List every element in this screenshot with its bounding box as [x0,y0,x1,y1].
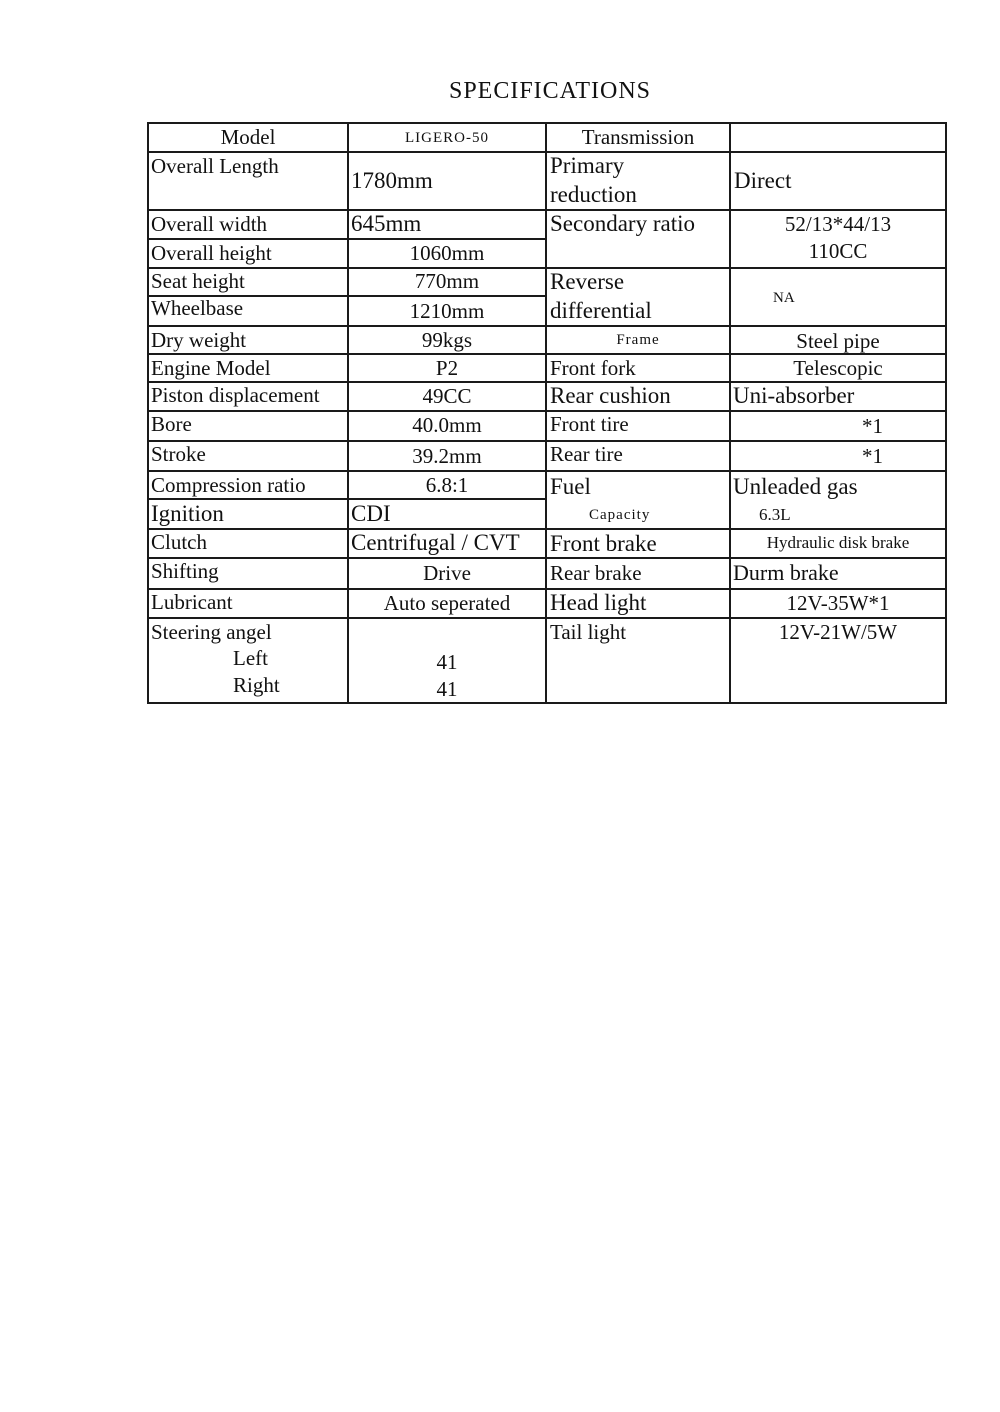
value-engine-model: P2 [435,356,459,380]
label-primary-reduction-2: reduction [550,182,637,207]
value-model: LIGERO-50 [405,130,489,146]
label-wheelbase: Wheelbase [151,296,244,320]
label-overall-length: Overall Length [151,154,279,178]
row-divider [147,470,947,472]
value-rear-brake: Durm brake [733,560,839,585]
table-border-bottom [147,702,947,704]
value-secondary-ratio-1: 52/13*44/13 [784,212,892,236]
value-front-brake: Hydraulic disk brake [766,533,910,552]
label-transmission: Transmission [581,125,695,149]
value-wheelbase: 1210mm [409,299,485,323]
row-divider [147,588,947,590]
value-rear-tire: *1 [862,444,883,468]
row-divider [147,122,947,124]
label-head-light: Head light [550,590,647,615]
label-model: Model [220,125,276,149]
label-front-tire: Front tire [550,412,629,436]
value-fuel-capacity: 6.3L [759,505,791,524]
value-compression-ratio: 6.8:1 [425,473,469,497]
value-steering-left: 41 [436,650,458,674]
value-overall-length: 1780mm [351,168,433,193]
label-rear-tire: Rear tire [550,442,623,466]
row-divider [147,238,547,240]
value-clutch: Centrifugal / CVT [351,530,520,555]
row-divider [147,325,947,327]
specifications-table [147,122,947,704]
value-stroke: 39.2mm [412,444,482,468]
value-head-light: 12V-35W*1 [786,591,890,615]
value-frame: Steel pipe [796,329,880,353]
label-steering-angel: Steering angel [151,620,272,644]
label-reverse-differential-2: differential [550,298,652,323]
label-rear-cushion: Rear cushion [550,383,671,408]
label-clutch: Clutch [151,530,207,554]
row-divider [147,267,947,269]
label-stroke: Stroke [151,442,206,466]
label-rear-brake: Rear brake [550,561,642,585]
label-engine-model: Engine Model [151,356,271,380]
row-divider [147,498,547,500]
row-divider [147,410,947,412]
label-primary-reduction-1: Primary [550,153,625,178]
label-seat-height: Seat height [151,269,245,293]
row-divider [147,528,947,530]
label-bore: Bore [151,412,192,436]
label-overall-width: Overall width [151,212,268,236]
label-front-brake: Front brake [550,531,657,556]
value-steering-right: 41 [436,677,458,701]
row-divider [147,440,947,442]
value-overall-width: 645mm [351,211,422,236]
value-shifting: Drive [423,561,471,585]
value-ignition: CDI [351,501,391,526]
label-dry-weight: Dry weight [151,328,247,352]
label-piston-displacement: Piston displacement [151,383,320,407]
value-seat-height: 770mm [414,269,480,293]
page-title: SPECIFICATIONS [448,78,652,104]
value-primary-reduction: Direct [734,168,792,193]
label-steering-right: Right [233,673,280,697]
row-divider [147,617,947,619]
label-ignition: Ignition [151,501,224,526]
label-tail-light: Tail light [550,620,627,644]
label-secondary-ratio: Secondary ratio [550,211,695,236]
label-shifting: Shifting [151,559,219,583]
row-divider [147,151,947,153]
label-compression-ratio: Compression ratio [151,473,306,497]
label-frame: Frame [616,332,660,348]
value-lubricant: Auto seperated [383,591,511,615]
label-front-fork: Front fork [550,356,636,380]
value-overall-height: 1060mm [409,241,485,265]
value-front-tire: *1 [862,414,883,438]
value-fuel: Unleaded gas [733,474,858,499]
label-overall-height: Overall height [151,241,272,265]
label-reverse-differential-1: Reverse [550,269,625,294]
value-bore: 40.0mm [412,413,482,437]
value-reverse-differential: NA [773,290,795,306]
label-fuel: Fuel [550,474,591,499]
value-front-fork: Telescopic [793,356,883,380]
value-dry-weight: 99kgs [421,328,473,352]
value-tail-light: 12V-21W/5W [778,620,898,644]
label-lubricant: Lubricant [151,590,233,614]
value-rear-cushion: Uni-absorber [733,383,855,408]
row-divider [147,209,947,211]
label-steering-left: Left [233,646,268,670]
value-secondary-ratio-2: 110CC [808,239,868,263]
row-divider [147,557,947,559]
row-divider [147,353,947,355]
value-piston-displacement: 49CC [422,384,472,408]
label-fuel-capacity: Capacity [589,507,651,523]
